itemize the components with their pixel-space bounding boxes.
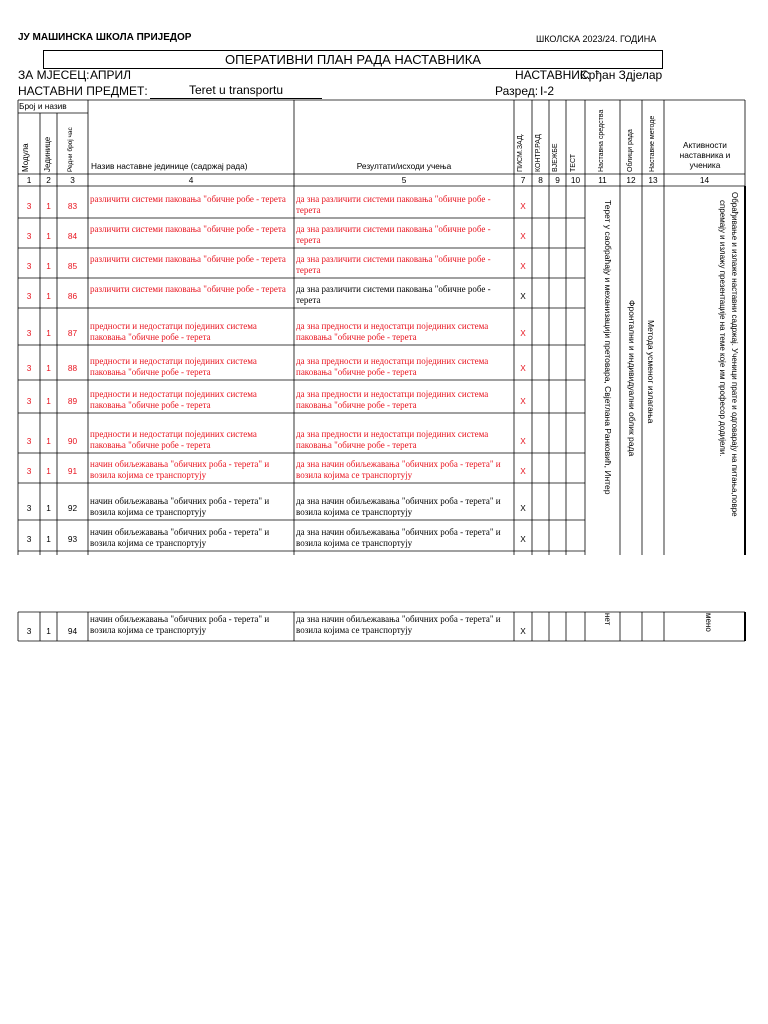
- naziv-header: Назив наставне јединице (садржај рада): [91, 161, 248, 171]
- row-naziv: различити системи паковања "обичне робе - терета: [90, 224, 286, 234]
- aktivnosti-merged-2: спремају и излажу презентације на теме које им професор додијели.: [718, 200, 727, 457]
- subject-value: Teret u transportu: [150, 84, 322, 99]
- column-number: 8: [538, 175, 543, 185]
- row-naziv: различити системи паковања "обичне робе - терета: [90, 254, 286, 264]
- row-ishod: да зна начин обиљежавања "обичних роба - терета" и возила којима се транспортују: [296, 459, 501, 480]
- row94-ishod: да зна начин обиљежавања "обичних роба - терета" и возила којима се транспортују: [296, 614, 501, 635]
- column-number: 5: [401, 175, 407, 185]
- row-jedinica: 1: [46, 201, 51, 211]
- row-ishod: да зна предности и недостатци појединих система паковања "обичне робе - терета: [296, 321, 489, 342]
- column-number: 4: [188, 175, 194, 185]
- row-modul: 3: [26, 503, 32, 513]
- test-header: ТЕСТ: [570, 153, 577, 172]
- row-jedinica: 1: [46, 328, 51, 338]
- sredstva-header: Наставна средства: [598, 109, 605, 172]
- jedinice-header: Јединице: [43, 136, 52, 172]
- row-naziv: начин обиљежавања "обичних роба - терета" и возила којима се транспортују: [90, 496, 270, 517]
- class-label: Разред:: [495, 84, 539, 98]
- row94-jedinica: 1: [46, 626, 51, 636]
- column-number: 3: [70, 175, 75, 185]
- row94-redni: 94: [67, 626, 78, 636]
- row-jedinica: 1: [46, 396, 51, 406]
- oblici-merged: Фронтални и индивидуални облик рада: [627, 300, 637, 457]
- row-jedinica: 1: [46, 503, 51, 513]
- row94-modul: 3: [26, 626, 32, 636]
- row-jedinica: 1: [46, 231, 51, 241]
- row-modul: 3: [26, 363, 32, 373]
- month-value: АПРИЛ: [90, 68, 131, 82]
- redni-header: Редни број час: [67, 127, 74, 172]
- class-value: I-2: [540, 84, 555, 98]
- row-redni: 83: [67, 201, 78, 211]
- row-x: X: [520, 261, 526, 271]
- oblici-header: Облици рада: [627, 129, 634, 172]
- row-modul: 3: [26, 261, 32, 271]
- row-jedinica: 1: [46, 466, 51, 476]
- column-number: 7: [520, 175, 526, 185]
- subject-label: НАСТАВНИ ПРЕДМЕТ:: [18, 84, 148, 98]
- row-naziv: начин обиљежавања "обичних роба - терета" и возила којима се транспортују: [90, 527, 270, 548]
- row-naziv: предности и недостатци појединих система паковања "обичне робе - терета: [90, 429, 257, 450]
- row-jedinica: 1: [46, 291, 51, 301]
- column-number: 14: [699, 175, 710, 185]
- row-x: X: [520, 328, 526, 338]
- column-number: 12: [626, 175, 636, 185]
- row-redni: 90: [67, 436, 78, 446]
- row-naziv: предности и недостатци појединих система паковања "обичне робе - терета: [90, 389, 257, 410]
- row-modul: 3: [26, 396, 32, 406]
- row94-naziv: начин обиљежавања "обичних роба - терета" и возила којима се транспортују: [90, 614, 270, 635]
- aktivnosti-merged-1: Обрађивање и излаже наставни садржај. Ученици прате и одговарају на питања,повре: [730, 192, 739, 517]
- group-header: Број и назив: [19, 101, 67, 111]
- row-x: X: [520, 231, 526, 241]
- column-number: 1: [26, 175, 32, 185]
- row-jedinica: 1: [46, 363, 51, 373]
- row-x: X: [520, 363, 526, 373]
- row94-x: X: [520, 626, 526, 636]
- row-x: X: [520, 436, 526, 446]
- sredstva-merged: Терет у саобраћају и механизацији претовара, Свјетлана Ранковић, Интер: [603, 200, 613, 495]
- row-redni: 88: [67, 363, 78, 373]
- row-x: X: [520, 534, 526, 544]
- row-redni: 87: [67, 328, 78, 338]
- row-redni: 85: [67, 261, 78, 271]
- row-ishod: да зна различити системи паковања "обичне робе - терета: [296, 194, 491, 215]
- pism-header: ПИСМ.ЗАД.: [517, 133, 524, 172]
- row-jedinica: 1: [46, 534, 51, 544]
- school-name: ЈУ МАШИНСКА ШКОЛА ПРИЈЕДОР: [18, 32, 192, 43]
- row-x: X: [520, 503, 526, 513]
- row-redni: 91: [67, 466, 78, 476]
- row-x: X: [520, 466, 526, 476]
- aktivnosti-header: Активности наставника и ученика: [679, 140, 731, 170]
- row-redni: 93: [67, 534, 78, 544]
- row-x: X: [520, 291, 526, 301]
- row-redni: 84: [67, 231, 78, 241]
- row-x: X: [520, 396, 526, 406]
- month-label: ЗА МЈЕСЕЦ:: [18, 68, 90, 82]
- row-naziv: различити системи паковања "обичне робе - терета: [90, 284, 286, 294]
- row-naziv: предности и недостатци појединих система паковања "обичне робе - терета: [90, 321, 257, 342]
- metode-merged: Метода усменог излагања: [646, 320, 656, 424]
- row-x: X: [520, 201, 526, 211]
- column-number: 13: [648, 175, 658, 185]
- kontr-header: КОНТР.РАД: [535, 134, 542, 172]
- school-year: ШКОЛСКА 2023/24. ГОДИНА: [536, 34, 657, 44]
- row-modul: 3: [26, 466, 32, 476]
- row-modul: 3: [26, 328, 32, 338]
- row-redni: 89: [67, 396, 78, 406]
- column-number: 2: [46, 175, 51, 185]
- row-modul: 3: [26, 201, 32, 211]
- metode-header: Наставне методе: [649, 115, 656, 172]
- row-naziv: предности и недостатци појединих система паковања "обичне робе - терета: [90, 356, 257, 377]
- page-title: ОПЕРАТИВНИ ПЛАН РАДА НАСТАВНИКА: [43, 50, 663, 69]
- ishodi-header: Резултати/исходи учења: [356, 161, 452, 171]
- modul-header: Модула: [21, 143, 30, 172]
- row-ishod: да зна различити системи паковања "обичне робе - терета: [296, 224, 491, 245]
- row-jedinica: 1: [46, 261, 51, 271]
- row-ishod: да зна начин обиљежавања "обичних роба - терета" и возила којима се транспортују: [296, 527, 501, 548]
- column-number: 10: [570, 175, 581, 185]
- row-redni: 92: [67, 503, 78, 513]
- column-number: 9: [555, 175, 560, 185]
- row-ishod: да зна различити системи паковања "обичне робе - терета: [296, 284, 491, 305]
- column-number: 11: [598, 175, 607, 185]
- vjezbe-header: ВЈЕЖБЕ: [552, 143, 559, 172]
- row-modul: 3: [26, 436, 32, 446]
- row-ishod: да зна предности и недостатци појединих система паковања "обичне робе - терета: [296, 429, 489, 450]
- row-modul: 3: [26, 231, 32, 241]
- row-ishod: да зна различити системи паковања "обичне робе - терета: [296, 254, 491, 275]
- teacher-label: НАСТАВНИК:: [515, 68, 591, 82]
- row-naziv: начин обиљежавања "обичних роба - терета" и возила којима се транспортују: [90, 459, 270, 480]
- row-modul: 3: [26, 291, 32, 301]
- row-ishod: да зна начин обиљежавања "обичних роба - терета" и возила којима се транспортују: [296, 496, 501, 517]
- row-modul: 3: [26, 534, 32, 544]
- row-ishod: да зна предности и недостатци појединих система паковања "обичне робе - терета: [296, 356, 489, 377]
- row-jedinica: 1: [46, 436, 51, 446]
- row-naziv: различити системи паковања "обичне робе - терета: [90, 194, 286, 204]
- row-redni: 86: [67, 291, 78, 301]
- teacher-value: Срђан Здјелар: [580, 68, 663, 82]
- row-ishod: да зна предности и недостатци појединих система паковања "обичне робе - терета: [296, 389, 489, 410]
- row94-sredstva-tail: нет: [603, 613, 612, 626]
- row94-aktivnosti-tail: мено: [704, 613, 713, 632]
